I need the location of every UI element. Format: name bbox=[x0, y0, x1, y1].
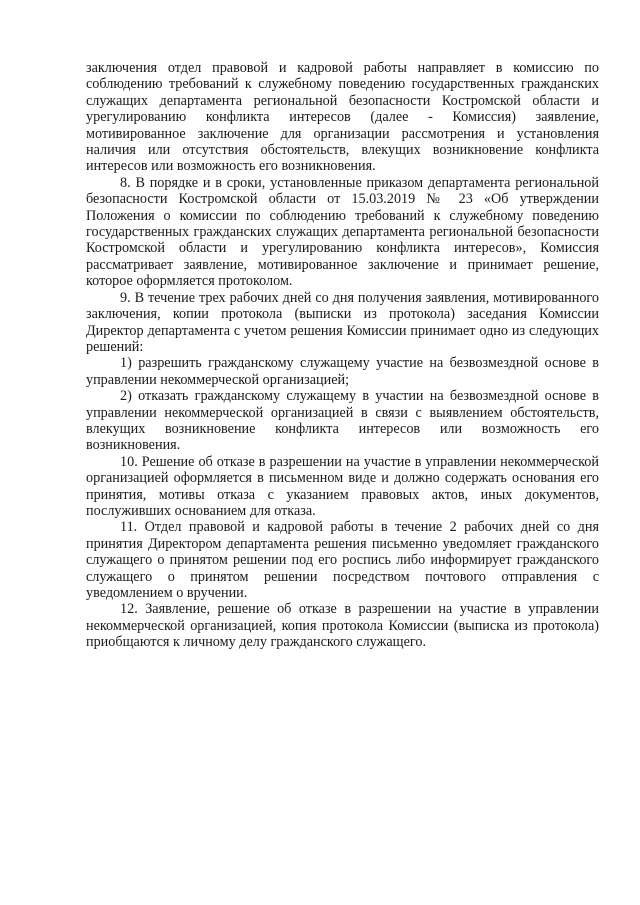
paragraph-12: 12. Заявление, решение об отказе в разрешении на участие в управлении некоммерческой организацией, копия протокола Комиссии (выписка из протокола) приобщаются к личному делу гражданского служащего. bbox=[86, 601, 599, 651]
document-page bbox=[86, 60, 599, 651]
paragraph-9-option-1: 1) разрешить гражданскому служащему участие на безвозмездной основе в управлении некоммерческой организацией; bbox=[86, 355, 599, 388]
paragraph-8: 8. В порядке и в сроки, установленные приказом департамента региональной безопасности Костромской области от 15.03.2019 № 23 «Об утверждении Положения о комиссии по соблюдению требований к служебному поведению государственных гражданских служащих департамента региональной безопасности Костромской области и урегулированию конфликта интересов», Комиссия рассматривает заявление, мотивированное заключение и принимает решение, которое оформляется протоколом. bbox=[86, 174, 599, 290]
paragraph-9-option-2: 2) отказать гражданскому служащему в участии на безвозмездной основе в управлении некоммерческой организацией в связи с выявлением обстоятельств, влекущих возникновение конфликта интересов или возможность его возникновения. bbox=[86, 388, 599, 454]
paragraph-11: 11. Отдел правовой и кадровой работы в течение 2 рабочих дней со дня принятия Директором департамента решения письменно уведомляет гражданского служащего о принятом решении под его роспись либо информирует гражданского служащего о принятом решении посредством почтового отправления с уведомлением о вручении. bbox=[86, 519, 599, 601]
paragraph-10: 10. Решение об отказе в разрешении на участие в управлении некоммерческой организацией оформляется в письменном виде и должно содержать основания его принятия, мотивы отказа с указанием правовых актов, иных документов, послуживших основанием для отказа. bbox=[86, 453, 599, 519]
paragraph-9: 9. В течение трех рабочих дней со дня получения заявления, мотивированного заключения, копии протокола (выписки из протокола) заседания Комиссии Директор департамента с учетом решения Комиссии принимает одно из следующих решений: bbox=[86, 289, 599, 355]
paragraph-continuation: заключения отдел правовой и кадровой работы направляет в комиссию по соблюдению требований к служебному поведению государственных гражданских служащих департамента региональной безопасности Костромской области и урегулированию конфликта интересов (далее - Комиссия) заявление, мотивированное заключение для организации рассмотрения и установления наличия или отсутствия обстоятельств, влекущих возникновение конфликта интересов или возможность его возникновения. bbox=[86, 60, 599, 175]
